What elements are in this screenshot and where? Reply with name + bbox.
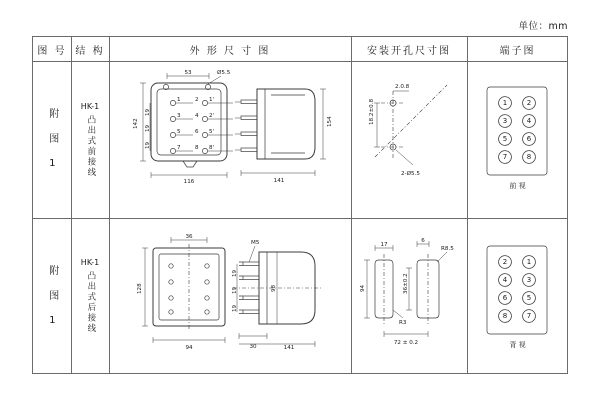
svg-text:17: 17 (380, 242, 388, 248)
row1-structure (71, 61, 109, 218)
svg-text:30: 30 (249, 344, 257, 350)
row2-outline-drawing (109, 218, 351, 374)
row2-terminal-drawing (467, 218, 568, 374)
row1-fig-no: 附 图 1 (46, 108, 58, 171)
svg-text:19: 19 (232, 286, 238, 294)
svg-text:2: 2 (195, 97, 199, 103)
header-structure: 结 构 (75, 45, 105, 57)
row1-model: HK-1 (80, 101, 100, 111)
svg-text:19: 19 (145, 108, 151, 116)
header-mounting: 安装开孔尺寸图 (367, 45, 451, 57)
row1-terminal-caption: 前 视 (509, 182, 526, 190)
svg-text:53: 53 (184, 70, 192, 76)
svg-text:19: 19 (232, 269, 238, 277)
svg-text:8: 8 (526, 153, 532, 161)
svg-text:142: 142 (133, 118, 139, 129)
svg-text:8: 8 (502, 312, 508, 320)
row1-mounting-drawing (351, 61, 467, 218)
svg-text:6: 6 (195, 129, 199, 135)
svg-text:1: 1 (177, 97, 181, 103)
svg-text:1: 1 (502, 99, 508, 107)
svg-text:2.0.8: 2.0.8 (395, 84, 410, 90)
svg-text:4: 4 (526, 117, 532, 125)
row2-structure (71, 218, 109, 374)
row2-model: HK-1 (80, 258, 100, 267)
row2-structure-label: 凸出式后接线 (85, 271, 96, 334)
svg-text:8': 8' (209, 145, 215, 151)
spec-table (32, 36, 568, 374)
svg-text:4: 4 (502, 276, 508, 284)
svg-text:19: 19 (145, 141, 151, 149)
header-outline: 外 形 尺 寸 图 (189, 45, 271, 57)
svg-text:3: 3 (177, 113, 181, 119)
svg-text:141: 141 (273, 178, 285, 184)
svg-text:5: 5 (177, 129, 181, 135)
svg-text:2': 2' (209, 113, 215, 119)
svg-text:6: 6 (526, 135, 532, 143)
svg-text:5': 5' (209, 129, 215, 135)
svg-text:18.2±0.8: 18.2±0.8 (369, 98, 375, 125)
svg-text:2: 2 (526, 99, 532, 107)
row2-fig-no: 附 图 1 (46, 264, 58, 328)
svg-text:36±0.2: 36±0.2 (403, 273, 409, 294)
svg-text:5: 5 (502, 135, 508, 143)
svg-text:7: 7 (502, 153, 508, 161)
svg-text:94: 94 (185, 345, 193, 351)
svg-text:116: 116 (183, 179, 195, 185)
row1-structure-label: 凸出式前接线 (85, 114, 96, 178)
svg-text:141: 141 (283, 345, 295, 351)
svg-text:154: 154 (327, 116, 333, 127)
svg-text:7: 7 (526, 312, 532, 320)
svg-text:36: 36 (185, 234, 193, 240)
svg-text:2: 2 (502, 258, 508, 266)
row2-mounting-drawing (351, 218, 467, 374)
svg-text:5: 5 (526, 294, 532, 302)
svg-text:M5: M5 (251, 240, 260, 246)
svg-text:7: 7 (177, 145, 181, 151)
svg-text:R3: R3 (399, 320, 407, 326)
svg-text:2-Ø5.5: 2-Ø5.5 (401, 171, 420, 177)
svg-text:4: 4 (195, 113, 199, 119)
svg-text:Ø5.5: Ø5.5 (217, 70, 231, 76)
row2-terminal-caption: 背 视 (509, 341, 526, 349)
svg-text:3: 3 (526, 276, 532, 284)
svg-text:19: 19 (232, 304, 238, 312)
svg-text:8: 8 (195, 145, 199, 151)
svg-text:6: 6 (421, 238, 425, 244)
svg-text:72 ± 0.2: 72 ± 0.2 (393, 340, 419, 346)
svg-text:19: 19 (145, 124, 151, 132)
svg-text:98: 98 (271, 284, 277, 292)
svg-text:6: 6 (502, 294, 508, 302)
svg-text:1': 1' (209, 97, 215, 103)
svg-text:1: 1 (526, 258, 532, 266)
header-terminal: 端子图 (499, 45, 536, 57)
svg-text:94: 94 (360, 284, 366, 292)
svg-text:128: 128 (137, 283, 143, 294)
svg-text:R8.5: R8.5 (441, 246, 454, 252)
unit-note: 单位：mm (518, 21, 568, 32)
header-fig-no: 图 号 (37, 45, 67, 57)
row1-terminal-drawing (467, 61, 568, 218)
svg-text:3: 3 (502, 117, 508, 125)
row1-outline-drawing (109, 61, 351, 218)
